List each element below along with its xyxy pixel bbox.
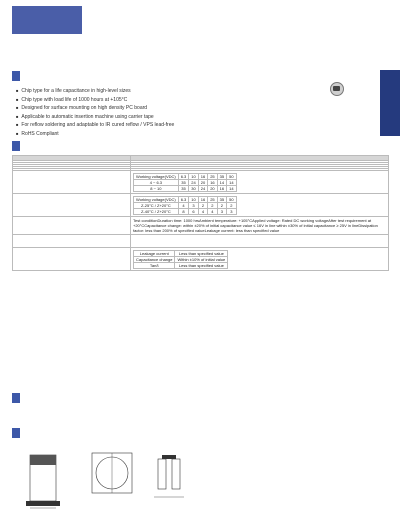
terminal-left xyxy=(158,459,166,489)
spec-row-loadlife xyxy=(13,217,389,235)
feature-item: ■ For reflow soldering and adaptable to IR cured reflow / VPS lead-free xyxy=(16,121,316,130)
lowtemp-cell: 2 xyxy=(198,202,207,208)
loadlife-line: Applied voltage: Rated DC working voltage xyxy=(252,217,329,223)
lowtemp-cell: 16 xyxy=(198,196,207,202)
resistance-cell: Less than specified value xyxy=(175,262,228,268)
tan-cell: 20 xyxy=(198,179,207,185)
tan-table xyxy=(133,173,237,192)
tan-cell: 10 xyxy=(189,173,198,179)
tan-cell: 6.3 xyxy=(178,173,189,179)
feature-item: ■ Chip type with load life of 1000 hours at +105°C xyxy=(16,96,316,105)
brand-logo xyxy=(12,6,82,34)
lowtemp-cell: Z-40°C / Z+20°C xyxy=(134,208,179,214)
loadlife-line: Ambient temperature: +105°C xyxy=(199,217,253,223)
tan-cell: 16 xyxy=(217,185,226,191)
resistance-label xyxy=(13,248,131,271)
terminal-right xyxy=(172,459,180,489)
smd-tab-label xyxy=(380,70,400,136)
shelflife-label xyxy=(13,234,131,248)
specifications-header xyxy=(12,141,20,151)
tan-cell: 16 xyxy=(198,173,207,179)
feature-item: ■ RoHS Compliant xyxy=(16,130,316,139)
loadlife-line: After test requirement at +20°C xyxy=(133,217,372,228)
tan-cell: 35 xyxy=(178,185,189,191)
lowtemp-cell: 8 xyxy=(178,208,189,214)
capacitor-base xyxy=(26,501,60,506)
shelflife-conditions xyxy=(131,234,389,248)
loadlife-line: within ±30% of initial capacitance ≥ 25V in line xyxy=(275,222,359,228)
lowtemp-cell: 3 xyxy=(227,208,236,214)
tan-cell: 30 xyxy=(189,185,198,191)
lowtemp-cell: 6 xyxy=(189,208,198,214)
loadlife-label xyxy=(13,217,131,235)
lowtemp-cell: 2 xyxy=(208,202,217,208)
features-header xyxy=(12,71,20,81)
loadlife-line: Duration time: 1000 hrs xyxy=(157,217,200,223)
table-row xyxy=(134,250,228,256)
tan-cell: 20 xyxy=(208,185,217,191)
resistance-table xyxy=(133,250,228,269)
specifications-table xyxy=(12,155,389,271)
lowtemp-table xyxy=(133,196,237,215)
dimensions-header xyxy=(12,428,20,438)
resistance-cell: Less than specified value xyxy=(175,250,228,256)
lowtemp-cell: Z-25°C / Z+20°C xyxy=(134,202,179,208)
terminal-bridge xyxy=(162,455,176,459)
table-row xyxy=(134,173,237,179)
capacitor-top-band xyxy=(30,455,56,465)
tan-cell: 35 xyxy=(217,173,226,179)
loadlife-conditions xyxy=(131,217,389,235)
loadlife-line: Leakage current: less than specified value xyxy=(204,227,280,233)
smd-side-tab xyxy=(380,70,400,136)
lowtemp-cell: 3 xyxy=(189,202,198,208)
table-row xyxy=(134,256,228,262)
tan-cell: 24 xyxy=(198,185,207,191)
dimension-diagram xyxy=(12,441,222,513)
table-row xyxy=(134,202,237,208)
spec-row-tan xyxy=(13,171,389,194)
lowtemp-cell: 4 xyxy=(178,202,189,208)
feature-item: ■ Applicable to automatic insertion machine using carrier tape xyxy=(16,113,316,122)
table-row xyxy=(134,196,237,202)
lowtemp-cell: 4 xyxy=(198,208,207,214)
tan-cell: 35 xyxy=(178,179,189,185)
tan-cell: 24 xyxy=(189,179,198,185)
lowtemp-cell: 50 xyxy=(227,196,236,202)
spec-row-lowtemp xyxy=(13,194,389,217)
feature-item: ■ Designed for surface mounting on high density PC board xyxy=(16,104,316,113)
lowtemp-cell: 2 xyxy=(217,202,226,208)
lowtemp-cell: 4 xyxy=(208,208,217,214)
loadlife-line: Capacitance change: within ±20% of initial capacitance value ≤ 16V in line xyxy=(144,222,276,228)
lowtemp-cell: 35 xyxy=(217,196,226,202)
loadlife-line: Dissipation factor: less than 200% of specified value xyxy=(133,222,378,233)
tan-cell: 16 xyxy=(208,179,217,185)
tan-cell: 14 xyxy=(227,185,236,191)
lowtemp-cell: Working voltage(VDC) xyxy=(134,196,179,202)
tan-cell: 14 xyxy=(227,179,236,185)
features-list xyxy=(16,87,316,139)
feature-item: ■ Chip type for a life capacitance in high-level sizes xyxy=(16,87,316,96)
tan-cell: 50 xyxy=(227,173,236,179)
tan-cell: 14 xyxy=(217,179,226,185)
tan-cell: 8 ~ 10 xyxy=(134,185,179,191)
spec-row-shelflife xyxy=(13,234,389,248)
spec-row-resistance xyxy=(13,248,389,271)
resistance-cell: Tanδ xyxy=(134,262,175,268)
ripple-header xyxy=(12,393,20,403)
lowtemp-cell: 25 xyxy=(208,196,217,202)
capacitor-photo xyxy=(330,82,344,96)
loadlife-line: Test condition xyxy=(133,217,158,223)
tan-cell: Working voltage(VDC) xyxy=(134,173,179,179)
lowtemp-cell: 2 xyxy=(227,202,236,208)
resistance-cell: Capacitance change xyxy=(134,256,175,262)
tan-cell: 25 xyxy=(208,173,217,179)
lowtemp-cell: 3 xyxy=(217,208,226,214)
table-row xyxy=(134,262,228,268)
table-row xyxy=(134,185,237,191)
lowtemp-cell: 6.3 xyxy=(178,196,189,202)
resistance-cell: Leakage current xyxy=(134,250,175,256)
resistance-cell: Within ±10% of initial value xyxy=(175,256,228,262)
tan-cell: 4 ~ 6.3 xyxy=(134,179,179,185)
lowtemp-cell: 10 xyxy=(189,196,198,202)
table-row xyxy=(134,208,237,214)
